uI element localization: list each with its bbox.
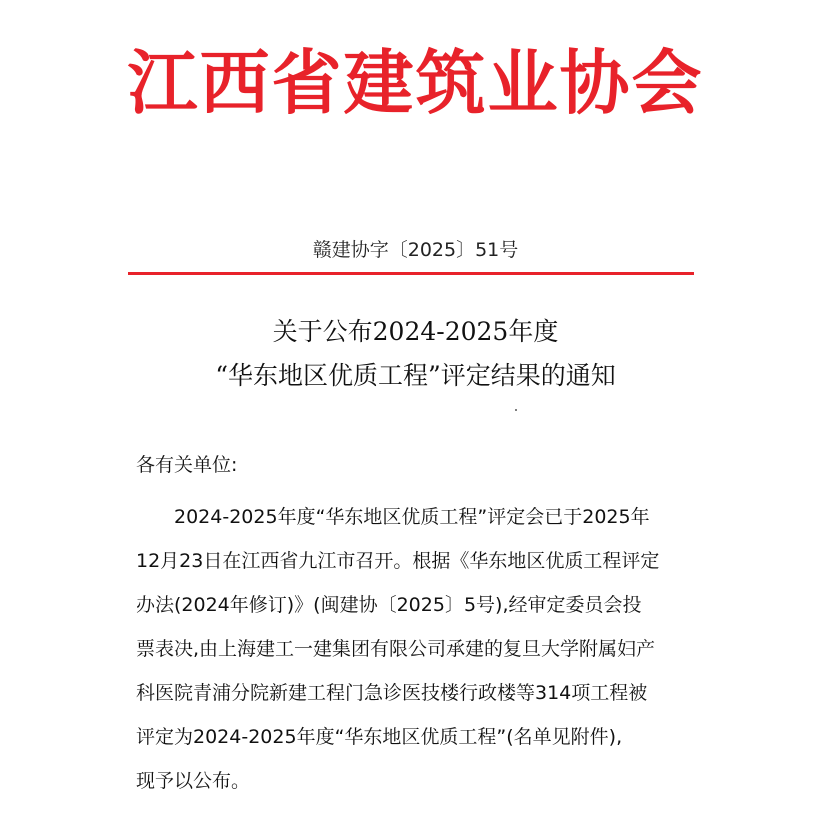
red-divider [128, 272, 694, 275]
notice-title-line-1: 关于公布2024-2025年度 [272, 317, 559, 346]
body-line: 评定为2024-2025年度“华东地区优质工程”(名单见附件), [136, 726, 623, 748]
body-line: 科医院青浦分院新建工程门急诊医技楼行政楼等314项工程被 [136, 682, 648, 704]
document-number: 赣建协字〔2025〕51号 [312, 239, 519, 261]
body-line: 2024-2025年度“华东地区优质工程”评定会已于2025年 [174, 506, 650, 528]
body-line: 票表决,由上海建工一建集团有限公司承建的复旦大学附属妇产 [136, 638, 656, 660]
scan-speck [515, 409, 517, 411]
salutation: 各有关单位: [136, 454, 238, 476]
organization-letterhead: 江西省建筑业协会 [127, 41, 704, 124]
body-line: 办法(2024年修订)》(闽建协〔2025〕5号),经审定委员会投 [136, 594, 642, 616]
body-line: 12月23日在江西省九江市召开。根据《华东地区优质工程评定 [136, 550, 660, 572]
body-line: 现予以公布。 [136, 770, 251, 792]
notice-title-line-2: “华东地区优质工程”评定结果的通知 [215, 361, 616, 390]
